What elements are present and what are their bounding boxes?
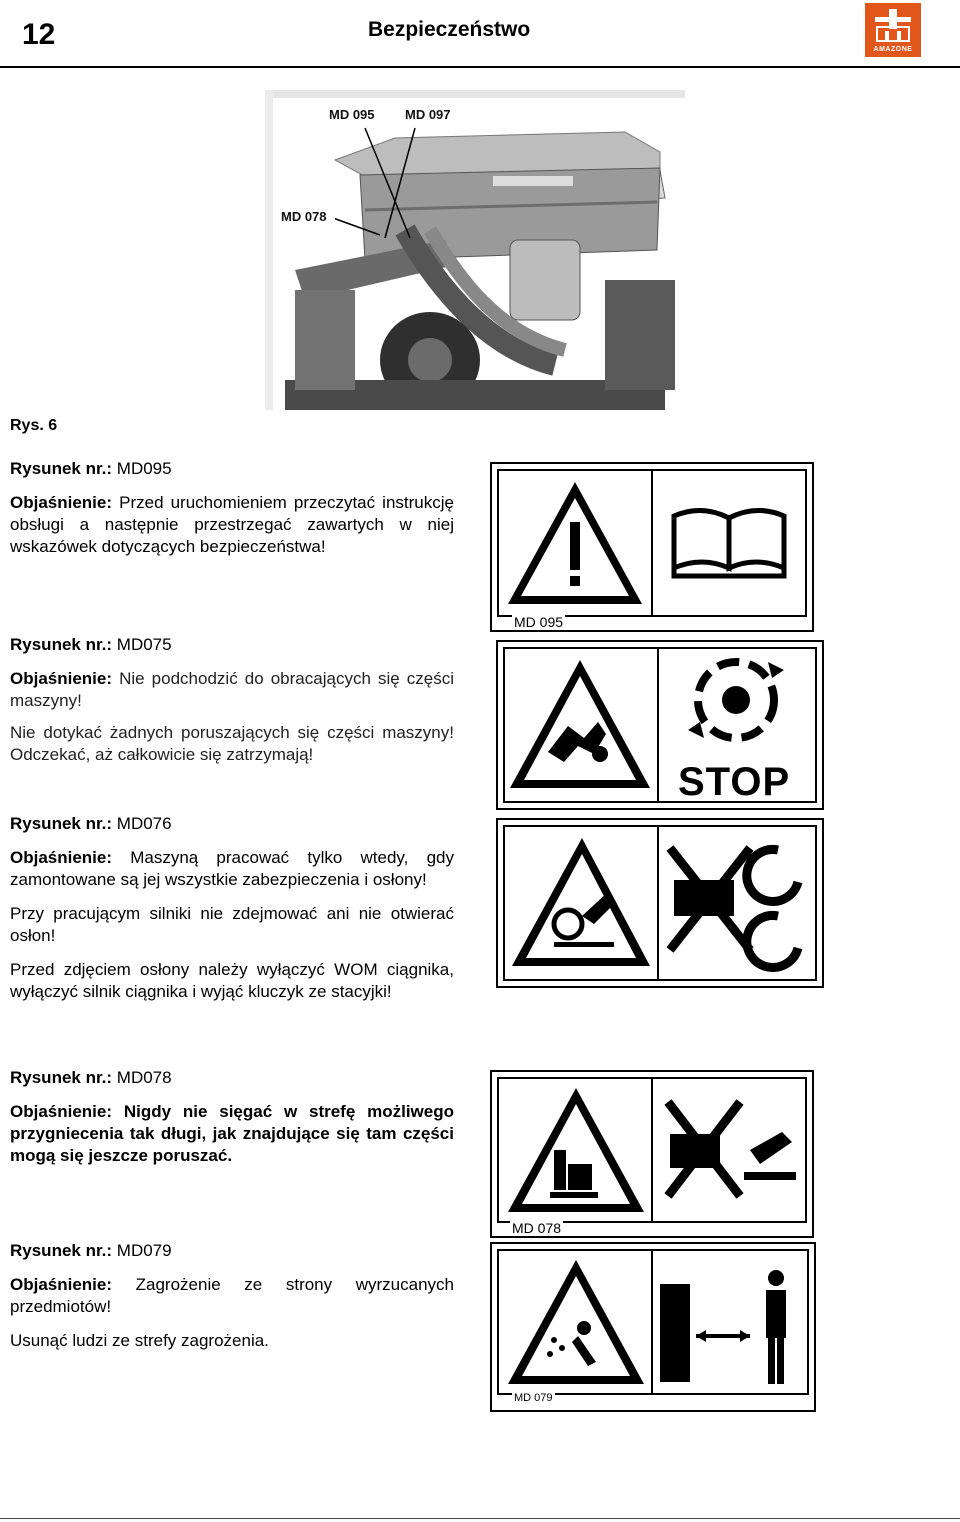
section-paragraph: Objaśnienie: Nigdy nie sięgać w strefę możliwego przygniecenia tak długi, jak znajdujące się tam części mogą się jeszcze poruszać. xyxy=(10,1102,454,1165)
section-paragraph: Objaśnienie: Maszyną pracować tylko wtedy, gdy zamontowane są jej wszystkie zabezpieczenia i osłony! xyxy=(10,848,454,889)
figure-caption: Rys. 6 xyxy=(10,417,58,434)
section-heading: Rysunek nr.: MD075 xyxy=(10,635,172,654)
warning-entanglement-icon xyxy=(512,838,650,966)
section-md076 xyxy=(10,813,454,1003)
section-paragraph: Objaśnienie: Nie podchodzić do obracających się części maszyny! xyxy=(10,669,454,710)
warning-thrown-objects-icon xyxy=(508,1260,644,1384)
page-number: 12 xyxy=(22,18,56,51)
header-rule xyxy=(0,66,960,68)
sign-code-label: MD 078 xyxy=(512,1220,562,1236)
section-md078 xyxy=(10,1067,454,1167)
rotating-blade-stop-icon xyxy=(688,662,784,738)
callout-md078: MD 078 xyxy=(281,209,327,224)
logo-wordmark: AMAZONE xyxy=(873,46,913,53)
warning-rotating-parts-icon xyxy=(510,660,650,788)
safety-sign-md079 xyxy=(490,1242,816,1412)
safety-sign-md078 xyxy=(490,1070,814,1238)
section-heading: Rysunek nr.: MD076 xyxy=(10,814,172,833)
page-title: Bezpieczeństwo xyxy=(368,18,531,41)
section-heading: Rysunek nr.: MD078 xyxy=(10,1068,172,1087)
machine-photo xyxy=(265,90,685,410)
section-md079 xyxy=(10,1240,454,1352)
section-paragraph: Przed zdjęciem osłony należy wyłączyć WOM ciągnika, wyłączyć silnik ciągnika i wyjąć kluczyk ze stacyjki! xyxy=(10,960,454,1001)
section-paragraph: Przy pracującym silniki nie zdejmować ani nie otwierać osłon! xyxy=(10,904,454,945)
section-paragraph: Objaśnienie: Przed uruchomieniem przeczytać instrukcję obsługi a następnie przestrzegać zawartych w niej wskazówek dotyczących bezpieczeństwa! xyxy=(10,493,454,556)
callout-md095: MD 095 xyxy=(329,107,375,122)
safety-sign-md076 xyxy=(496,818,824,988)
section-heading: Rysunek nr.: MD095 xyxy=(10,459,172,478)
no-hand-crush-icon xyxy=(668,1102,796,1196)
warning-exclamation-icon xyxy=(508,482,642,604)
footer-rule xyxy=(0,1518,960,1519)
sign-code-label: MD 095 xyxy=(514,614,564,630)
section-heading: Rysunek nr.: MD079 xyxy=(10,1241,172,1260)
section-paragraph: Usunąć ludzi ze strefy zagrożenia. xyxy=(10,1331,269,1350)
section-md075 xyxy=(10,634,454,766)
section-paragraph: Nie dotykać żadnych poruszających się części maszyny! Odczekać, aż całkowicie się zatrzymają! xyxy=(10,723,454,764)
safety-sign-md095 xyxy=(490,462,814,632)
no-hand-rotating-icon xyxy=(670,848,798,967)
callout-md097: MD 097 xyxy=(405,107,451,122)
sign-code-label: MD 079 xyxy=(514,1392,553,1404)
warning-crush-icon xyxy=(508,1088,644,1212)
safety-sign-md075 xyxy=(496,640,824,810)
section-paragraph: Objaśnienie: Zagrożenie ze strony wyrzucanych przedmiotów! xyxy=(10,1275,454,1316)
keep-distance-icon xyxy=(660,1270,786,1384)
brand-logo xyxy=(865,3,921,57)
stop-label: STOP xyxy=(678,760,791,804)
section-md095 xyxy=(10,458,454,558)
open-book-icon xyxy=(674,510,784,576)
